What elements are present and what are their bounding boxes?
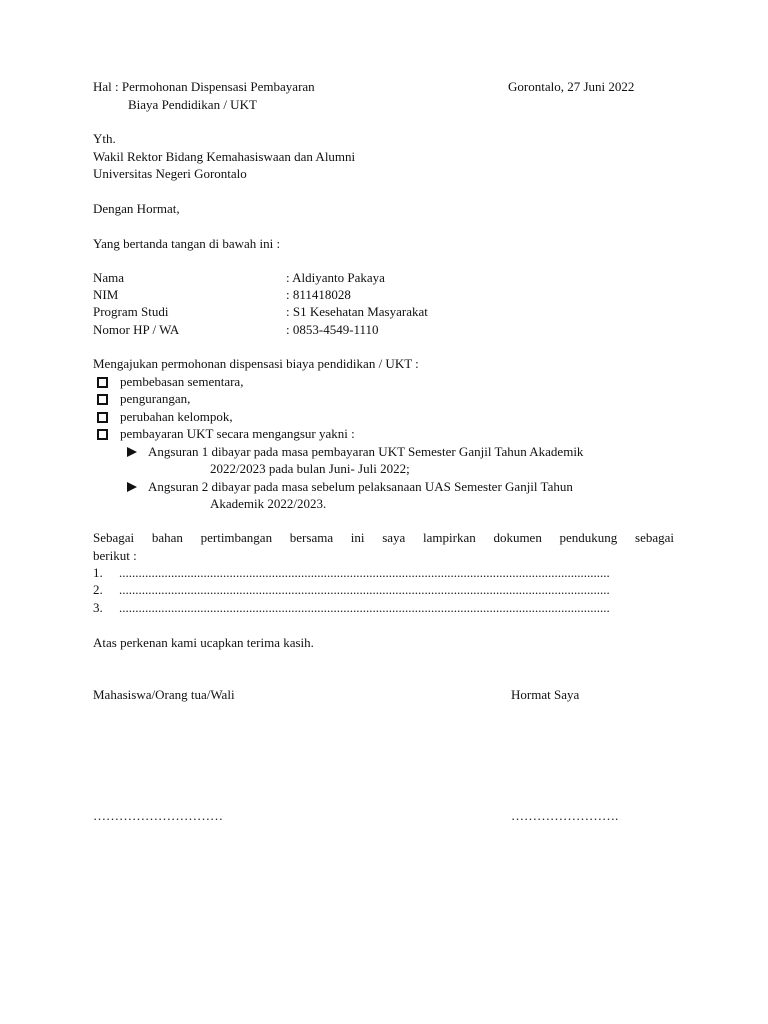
identity-value: : 811418028 bbox=[286, 287, 351, 302]
attachment-number: 3. bbox=[93, 600, 103, 615]
identity-label: Nama bbox=[93, 270, 125, 285]
checkbox-icon bbox=[97, 394, 108, 405]
signature-right-line: ……………………. bbox=[511, 808, 619, 823]
arrow-bullet-icon bbox=[127, 482, 137, 492]
attachment-number: 2. bbox=[93, 582, 103, 597]
checkbox-icon bbox=[97, 377, 108, 388]
option-label: pengurangan, bbox=[120, 391, 191, 406]
installment-1-line-2: 2022/2023 pada bulan Juni- Juli 2022; bbox=[210, 461, 410, 476]
installment-1-line-1: Angsuran 1 dibayar pada masa pembayaran UKT Semester Ganjil Tahun Akademik bbox=[148, 444, 584, 459]
attachment-blank-line: ....................................................................................................................................................... bbox=[119, 565, 610, 580]
identity-row-nim bbox=[93, 286, 673, 304]
intro-text: Yang bertanda tangan di bawah ini : bbox=[93, 236, 281, 251]
recipient-line-1: Wakil Rektor Bidang Kemahasiswaan dan Alumni bbox=[93, 149, 356, 164]
signature-left-line: ………………………… bbox=[93, 808, 223, 823]
identity-label: NIM bbox=[93, 287, 119, 302]
identity-row-name bbox=[93, 269, 673, 287]
identity-value: : Aldiyanto Pakaya bbox=[286, 270, 385, 285]
place-date: Gorontalo, 27 Juni 2022 bbox=[508, 79, 635, 94]
identity-value: : S1 Kesehatan Masyarakat bbox=[286, 304, 428, 319]
attachment-number: 1. bbox=[93, 565, 103, 580]
identity-row-program bbox=[93, 303, 673, 321]
recipient-salutation: Yth. bbox=[93, 131, 116, 146]
identity-row-phone bbox=[93, 321, 673, 339]
attachments-intro-line-2: berikut : bbox=[93, 548, 137, 563]
option-label: pembayaran UKT secara mengangsur yakni : bbox=[120, 426, 355, 441]
recipient-line-2: Universitas Negeri Gorontalo bbox=[93, 166, 247, 181]
attachment-blank-line: ....................................................................................................................................................... bbox=[119, 600, 610, 615]
closing-text: Atas perkenan kami ucapkan terima kasih. bbox=[93, 635, 314, 650]
checkbox-icon bbox=[97, 429, 108, 440]
subject-continuation: Biaya Pendidikan / UKT bbox=[128, 97, 257, 112]
checkbox-icon bbox=[97, 412, 108, 423]
arrow-bullet-icon bbox=[127, 447, 137, 457]
installment-2-line-2: Akademik 2022/2023. bbox=[210, 496, 327, 511]
option-label: perubahan kelompok, bbox=[120, 409, 233, 424]
identity-value: : 0853-4549-1110 bbox=[286, 322, 379, 337]
option-label: pembebasan sementara, bbox=[120, 374, 244, 389]
identity-label: Program Studi bbox=[93, 304, 169, 319]
request-intro: Mengajukan permohonan dispensasi biaya pendidikan / UKT : bbox=[93, 356, 419, 371]
installment-2-line-1: Angsuran 2 dibayar pada masa sebelum pelaksanaan UAS Semester Ganjil Tahun bbox=[148, 479, 573, 494]
attachments-intro-line-1: Sebagai bahan pertimbangan bersama ini saya lampirkan dokumen pendukung sebagai bbox=[93, 530, 674, 545]
attachment-blank-line: ....................................................................................................................................................... bbox=[119, 582, 610, 597]
signature-left-title: Mahasiswa/Orang tua/Wali bbox=[93, 687, 235, 702]
identity-label: Nomor HP / WA bbox=[93, 322, 180, 337]
signature-right-title: Hormat Saya bbox=[511, 687, 580, 702]
subject-line: Hal : Permohonan Dispensasi Pembayaran bbox=[93, 79, 315, 94]
greeting: Dengan Hormat, bbox=[93, 201, 180, 216]
